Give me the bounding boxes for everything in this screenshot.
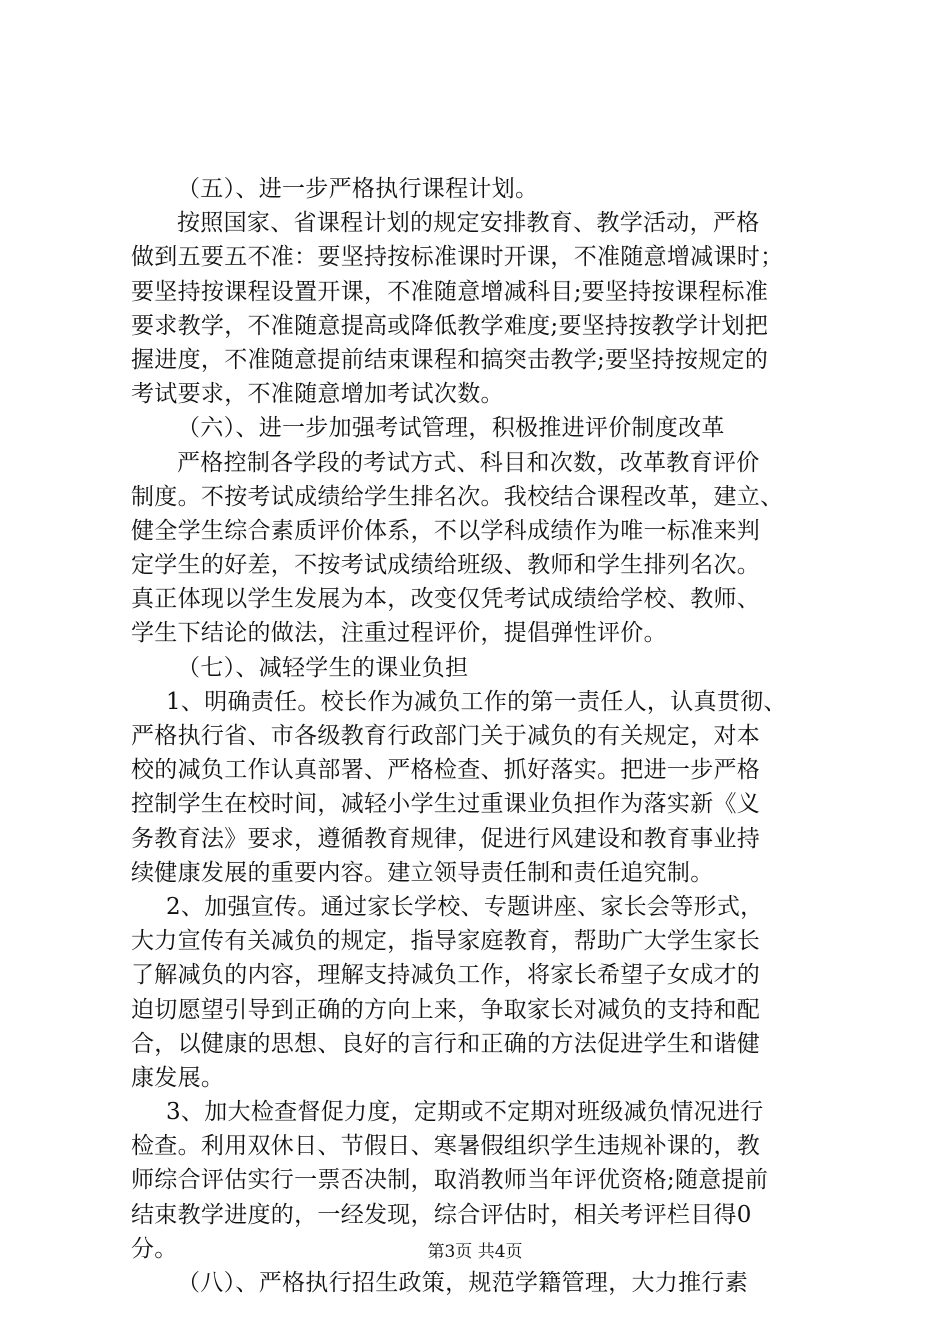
paragraph-line: 控制学生在校时间，减轻小学生过重课业负担作为落实新《义 (131, 791, 761, 818)
paragraph-line: 真正体现以学生发展为本，改变仅凭考试成绩给学校、教师、 (131, 586, 761, 613)
paragraph-line: 大力宣传有关减负的规定，指导家庭教育，帮助广大学生家长 (131, 928, 761, 955)
section-heading-8: （八）、严格执行招生政策，规范学籍管理，大力推行素 (177, 1270, 748, 1296)
paragraph-line: 学生下结论的做法，注重过程评价，提倡弹性评价。 (131, 620, 667, 647)
paragraph-line: 考试要求，不准随意增加考试次数。 (131, 381, 504, 408)
paragraph-line: 了解减负的内容，理解支持减负工作，将家长希望子女成才的 (131, 962, 761, 989)
paragraph-line: 续健康发展的重要内容。建立领导责任制和责任追究制。 (131, 859, 714, 886)
section-heading-7: （七）、减轻学生的课业负担 (177, 654, 469, 681)
paragraph-line: 2、加强宣传。通过家长学校、专题讲座、家长会等形式， (166, 893, 764, 920)
paragraph-line: 康发展。 (131, 1064, 225, 1091)
paragraph-line: 严格执行省、市各级教育行政部门关于减负的有关规定，对本 (131, 723, 761, 749)
paragraph-line: 定学生的好差，不按考试成绩给班级、教师和学生排列名次。 (131, 552, 761, 579)
paragraph-line: 迫切愿望引导到正确的方向上来，争取家长对减负的支持和配 (131, 996, 761, 1023)
paragraph-line: 3、加大检查督促力度，定期或不定期对班级减负情况进行 (166, 1099, 764, 1126)
paragraph-line: 结束教学进度的，一经发现，综合评估时，相关考评栏目得0 (131, 1201, 752, 1228)
paragraph-line: 校的减负工作认真部署、严格检查、抓好落实。把进一步严格 (131, 757, 761, 784)
paragraph-line: 按照国家、省课程计划的规定安排教育、教学活动，严格 (177, 210, 760, 237)
paragraph-line: 握进度，不准随意提前结束课程和搞突击教学;要坚持按规定的 (131, 346, 769, 373)
section-heading-6: （六）、进一步加强考试管理，积极推进评价制度改革 (177, 415, 725, 442)
paragraph-line: 做到五要五不准：要坚持按标准课时开课，不准随意增减课时； (131, 244, 784, 271)
document-body (131, 172, 831, 1300)
page-number: 第3页 共4页 (427, 1242, 523, 1262)
paragraph-line: 健全学生综合素质评价体系，不以学科成绩作为唯一标准来判 (131, 517, 761, 544)
paragraph-line: 检查。利用双休日、节假日、寒暑假组织学生违规补课的，教 (131, 1133, 761, 1160)
section-heading-5: （五）、进一步严格执行课程计划。 (177, 176, 539, 202)
paragraph-line: 制度。不按考试成绩给学生排名次。我校结合课程改革，建立、 (131, 483, 784, 510)
paragraph-line: 合，以健康的思想、良好的言行和正确的方法促进学生和谐健 (131, 1030, 761, 1057)
paragraph-line: 师综合评估实行一票否决制，取消教师当年评优资格;随意提前 (131, 1167, 769, 1194)
paragraph-line: 1、明确责任。校长作为减负工作的第一责任人，认真贯彻、 (166, 688, 787, 715)
paragraph-line: 分。 (131, 1235, 178, 1262)
paragraph-line: 要求教学，不准随意提高或降低教学难度;要坚持按教学计划把 (131, 312, 769, 339)
page-footer (0, 1240, 950, 1264)
paragraph-line: 要坚持按课程设置开课，不准随意增减科目;要坚持按课程标准 (131, 278, 769, 305)
paragraph-line: 务教育法》要求，遵循教育规律，促进行风建设和教育事业持 (131, 825, 761, 852)
paragraph-line: 严格控制各学段的考试方式、科目和次数，改革教育评价 (177, 449, 760, 476)
